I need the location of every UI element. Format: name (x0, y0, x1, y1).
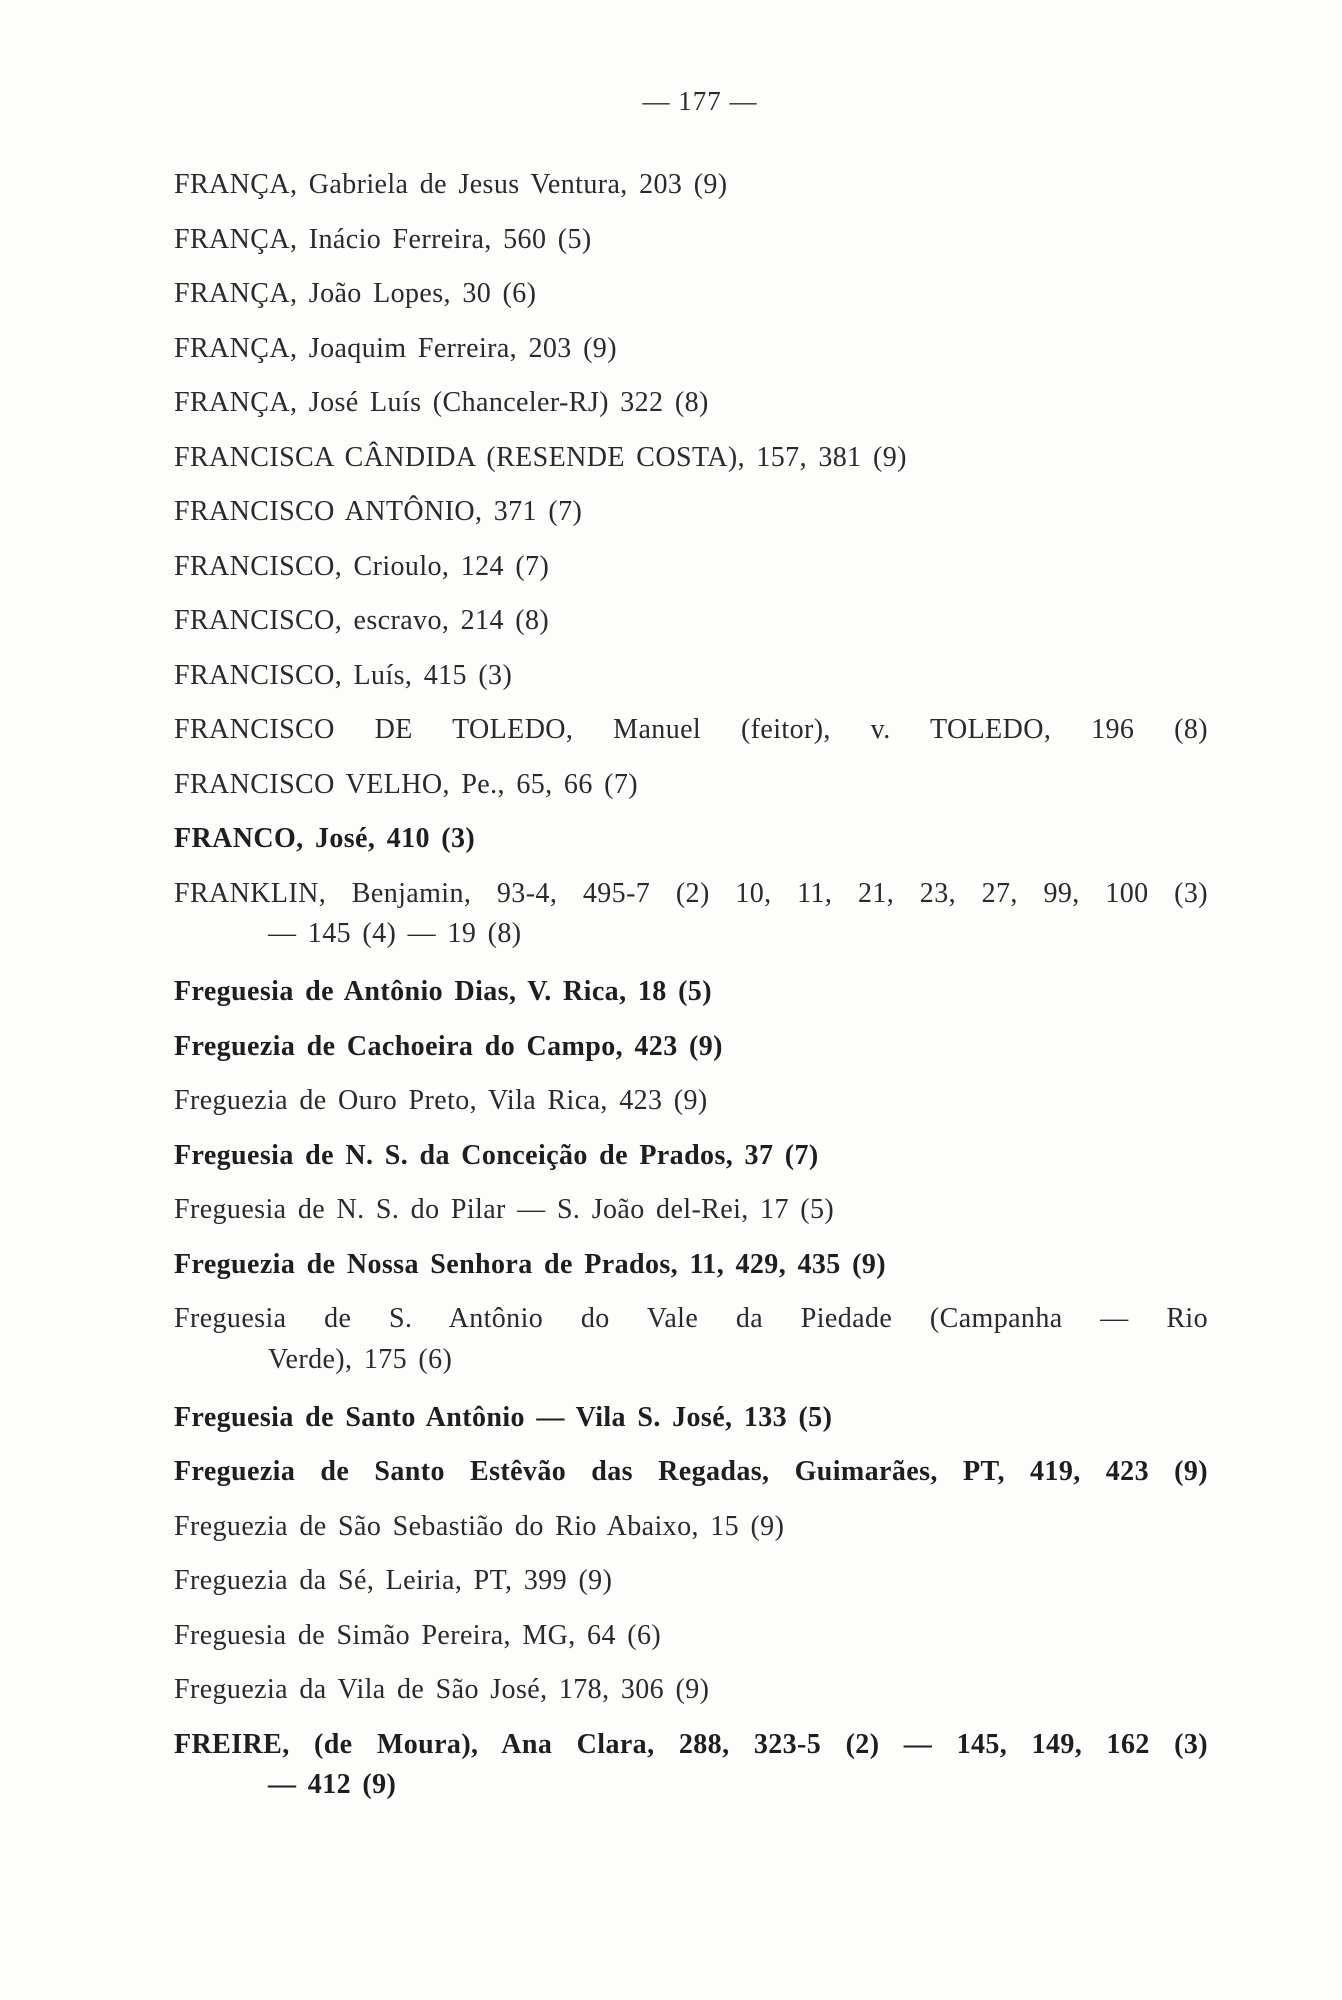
index-entry (174, 1609, 1208, 1664)
index-entry (174, 1238, 1208, 1293)
index-entry (174, 703, 1208, 758)
entry-line: Freguezia da Vila de São José, 178, 306 (9) (174, 1674, 710, 1705)
entry-line: FRANÇA, Inácio Ferreira, 560 (5) (174, 223, 592, 255)
entry-line: FREIRE, (de Moura), Ana Clara, 288, 323-5 (2) — 145, 149, 162 (3) (174, 1728, 1208, 1760)
entry-line: FRANCISCO, Crioulo, 124 (7) (174, 550, 550, 582)
entry-line: Freguesia de S. Antônio do Vale da Piedade (Campanha — Rio (174, 1303, 1208, 1334)
entry-line: Freguezia de Santo Estêvão das Regadas, Guimarães, PT, 419, 423 (9) (174, 1456, 1208, 1487)
index-entry (174, 649, 1208, 704)
index-entry (174, 1074, 1208, 1129)
index-entry (174, 1445, 1208, 1500)
index-entry (174, 267, 1208, 322)
entry-line: Freguesia de Antônio Dias, V. Rica, 18 (5) (174, 976, 712, 1007)
entry-line: Freguezia da Sé, Leiria, PT, 399 (9) (174, 1565, 613, 1596)
index-entry (174, 540, 1208, 595)
index-entry (174, 322, 1208, 377)
entry-line: FRANCISCO DE TOLEDO, Manuel (feitor), v. TOLEDO, 196 (8) (174, 714, 1208, 745)
index-entry (174, 1020, 1208, 1075)
entry-line: Freguezia de Nossa Senhora de Prados, 11, 429, 435 (9) (174, 1248, 886, 1280)
index-entry (174, 812, 1208, 867)
entry-line: FRANÇA, Gabriela de Jesus Ventura, 203 (9) (174, 169, 728, 200)
index-entry (174, 1663, 1208, 1718)
entry-line: Freguezia de Ouro Preto, Vila Rica, 423 (9) (174, 1085, 708, 1116)
entry-line: FRANCISCA CÂNDIDA (RESENDE COSTA), 157, 381 (9) (174, 441, 907, 473)
entry-line: Freguezia de São Sebastião do Rio Abaixo, 15 (9) (174, 1510, 785, 1542)
index-entry (174, 158, 1208, 213)
index-entry (174, 1718, 1208, 1807)
index-entry (174, 431, 1208, 486)
entry-continuation-line: Verde), 175 (6) (268, 1343, 453, 1375)
index-entry (174, 376, 1208, 431)
entry-line: FRANÇA, Joaquim Ferreira, 203 (9) (174, 332, 617, 364)
index-entry (174, 1129, 1208, 1184)
index-entry (174, 965, 1208, 1020)
entry-line: FRANCISCO VELHO, Pe., 65, 66 (7) (174, 768, 638, 800)
index-entry (174, 867, 1208, 956)
entry-line: FRANCO, José, 410 (3) (174, 823, 476, 854)
entry-line: Freguesia de N. S. da Conceição de Prados, 37 (7) (174, 1139, 819, 1171)
entry-line: FRANCISCO, escravo, 214 (8) (174, 605, 550, 636)
index-entry (174, 1554, 1208, 1609)
index-entry (174, 485, 1208, 540)
index-entry (174, 594, 1208, 649)
index-entry (174, 213, 1208, 268)
index-entry (174, 1183, 1208, 1238)
entry-line: FRANCISCO ANTÔNIO, 371 (7) (174, 496, 583, 527)
index-entry (174, 1500, 1208, 1555)
index-entry (174, 758, 1208, 813)
entry-line: FRANCISCO, Luís, 415 (3) (174, 659, 513, 691)
entry-line: Freguesia de Simão Pereira, MG, 64 (6) (174, 1619, 662, 1651)
index-list (174, 158, 1208, 1816)
page-number: — 177 — (642, 86, 758, 116)
entry-line: FRANKLIN, Benjamin, 93-4, 495-7 (2) 10, 11, 21, 23, 27, 99, 100 (3) (174, 877, 1208, 909)
index-entry (174, 1391, 1208, 1446)
entry-continuation-line: — 412 (9) (268, 1769, 397, 1800)
entry-line: Freguesia de Santo Antônio — Vila S. José, 133 (5) (174, 1401, 833, 1433)
entry-line: FRANÇA, José Luís (Chanceler-RJ) 322 (8) (174, 387, 709, 418)
entry-continuation-line: — 145 (4) — 19 (8) (268, 918, 522, 949)
entry-line: Freguesia de N. S. do Pilar — S. João del-Rei, 17 (5) (174, 1194, 835, 1225)
index-entry (174, 1292, 1208, 1381)
entry-line: FRANÇA, João Lopes, 30 (6) (174, 278, 537, 309)
entry-line: Freguezia de Cachoeira do Campo, 423 (9) (174, 1030, 723, 1062)
